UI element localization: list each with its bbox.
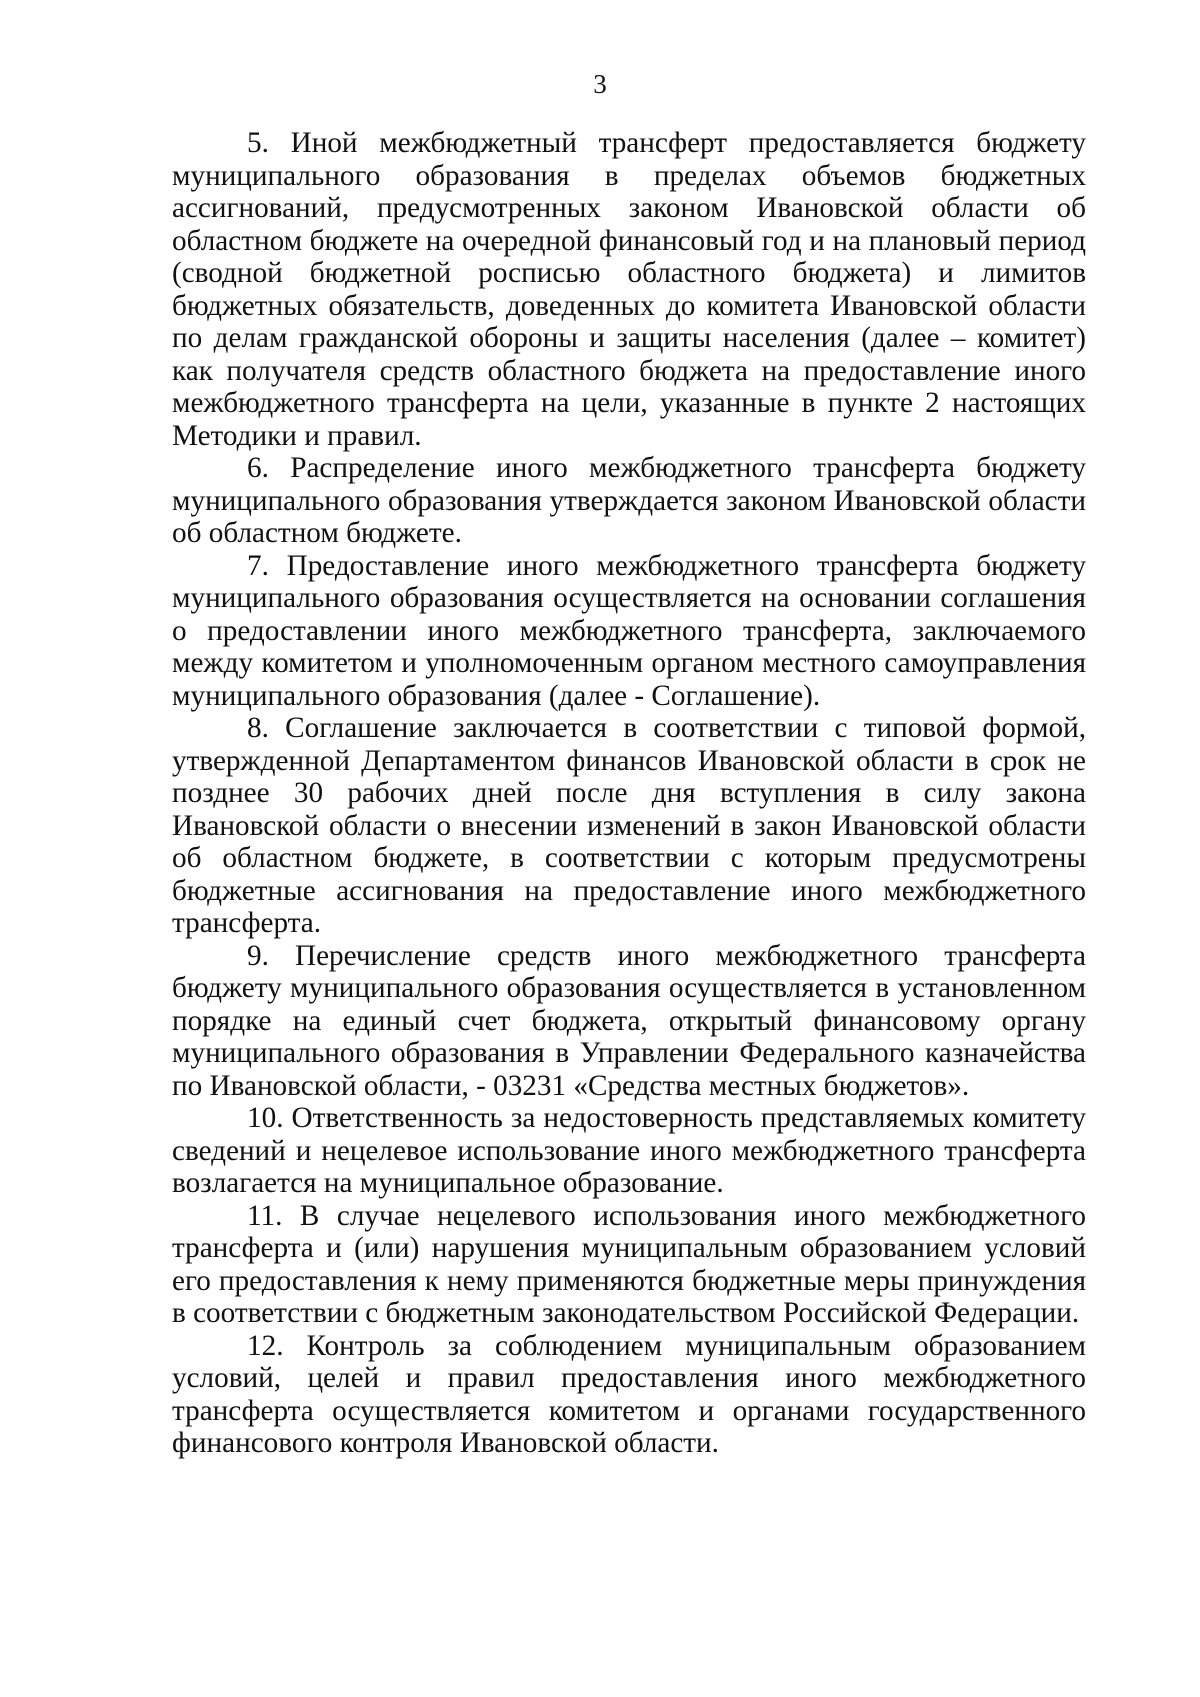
paragraph-6: 6. Распределение иного межбюджетного трансферта бюджету муниципального образования утверждается законом Ивановской области об областном бюджете. xyxy=(172,452,1086,549)
paragraph-12: 12. Контроль за соблюдением муниципальным образованием условий, целей и правил предоставления иного межбюджетного трансферта осуществляется комитетом и органами государственного финансового контроля Ивановской области. xyxy=(172,1329,1086,1459)
paragraph-10: 10. Ответственность за недостоверность представляемых комитету сведений и нецелевое использование иного межбюджетного трансферта возлагается на муниципальное образование. xyxy=(172,1102,1086,1199)
paragraph-9: 9. Перечисление средств иного межбюджетного трансферта бюджету муниципального образования осуществляется в установленном порядке на единый счет бюджета, открытый финансовому органу муниципального образования в Управлении Федерального казначейства по Ивановской области, - 03231 «Средства местных бюджетов». xyxy=(172,939,1086,1102)
paragraph-8: 8. Соглашение заключается в соответствии с типовой формой, утвержденной Департаментом финансов Ивановской области в срок не позднее 30 рабочих дней после дня вступления в силу закона Ивановской области о внесении изменений в закон Ивановской области об областном бюджете, в соответствии с которым предусмотрены бюджетные ассигнования на предоставление иного межбюджетного трансферта. xyxy=(172,712,1086,939)
page-number: 3 xyxy=(593,69,607,99)
paragraph-7: 7. Предоставление иного межбюджетного трансферта бюджету муниципального образования осуществляется на основании соглашения о предоставлении иного межбюджетного трансферта, заключаемого между комитетом и уполномоченным органом местного самоуправления муниципального образования (далее - Соглашение). xyxy=(172,549,1086,712)
paragraph-5: 5. Иной межбюджетный трансферт предоставляется бюджету муниципального образования в пределах объемов бюджетных ассигнований, предусмотренных законом Ивановской области об областном бюджете на очередной финансовый год и на плановый период (сводной бюджетной росписью областного бюджета) и лимитов бюджетных обязательств, доведенных до комитета Ивановской области по делам гражданской обороны и защиты населения (далее – комитет) как получателя средств областного бюджета на предоставление иного межбюджетного трансферта на цели, указанные в пункте 2 настоящих Методики и правил. xyxy=(172,127,1086,452)
document-body xyxy=(172,127,1086,1460)
paragraph-11: 11. В случае нецелевого использования иного межбюджетного трансферта и (или) нарушения муниципальным образованием условий его предоставления к нему применяются бюджетные меры принуждения в соответствии с бюджетным законодательством Российской Федерации. xyxy=(172,1199,1086,1329)
